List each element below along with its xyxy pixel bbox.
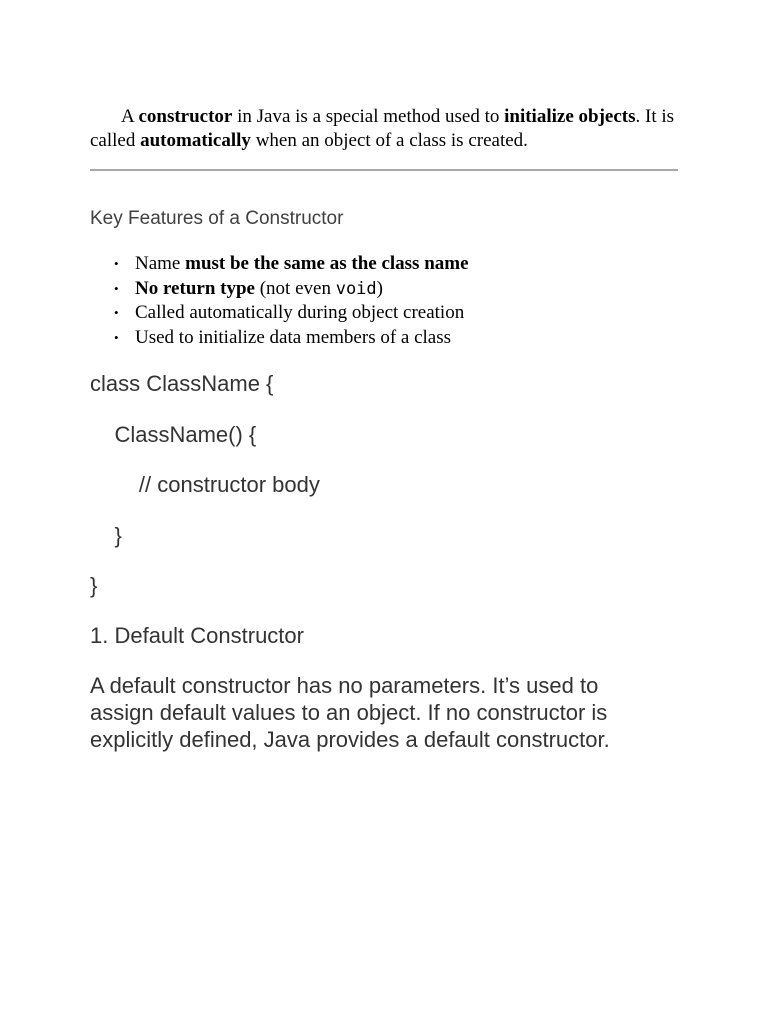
horizontal-divider xyxy=(90,169,678,171)
list-item xyxy=(114,277,678,302)
code-line: ClassName() { xyxy=(90,421,257,447)
list-item xyxy=(114,252,678,277)
list-item xyxy=(114,326,678,351)
intro-paragraph xyxy=(90,105,678,153)
bullet-icon: • xyxy=(114,329,119,345)
intro-bold-constructor: constructor xyxy=(138,106,233,127)
feature-text: Used to initialize data members of a class xyxy=(135,326,452,348)
bullet-icon: • xyxy=(114,280,119,296)
code-line: } xyxy=(90,522,122,548)
list-item xyxy=(114,301,678,326)
bullet-icon: • xyxy=(114,305,119,320)
code-line: // constructor body xyxy=(90,472,320,497)
features-heading: Key Features of a Constructor xyxy=(90,208,344,229)
intro-bold-automatically: automatically xyxy=(140,130,251,151)
code-line: class ClassName { xyxy=(90,371,274,396)
intro-text: when an object of a class is created. xyxy=(250,130,528,151)
feature-text: ) xyxy=(376,277,383,299)
feature-text: Name xyxy=(135,253,186,274)
intro-text: A xyxy=(121,106,139,127)
intro-text: in Java is a special method used to xyxy=(232,106,505,127)
feature-text: Called automatically during object creation xyxy=(135,302,465,323)
feature-bold-text: No return type xyxy=(135,277,255,299)
intro-bold-initialize-objects: initialize objects xyxy=(504,106,636,127)
code-line: } xyxy=(90,573,98,598)
feature-text: (not even xyxy=(254,277,336,299)
intro-text: . It is called xyxy=(90,106,675,151)
bullet-icon: • xyxy=(114,256,119,271)
default-constructor-title: 1. Default Constructor xyxy=(90,622,304,648)
code-example xyxy=(90,371,678,624)
feature-code-text: void xyxy=(335,278,377,299)
feature-list xyxy=(90,252,678,350)
default-constructor-body: A default constructor has no parameters. It’s used to assign default values to an object. If no constructor is explicitly defined, Java provides a default constructor. xyxy=(90,672,610,752)
feature-bold-text: must be the same as the class name xyxy=(185,253,469,274)
document-page xyxy=(90,105,678,753)
